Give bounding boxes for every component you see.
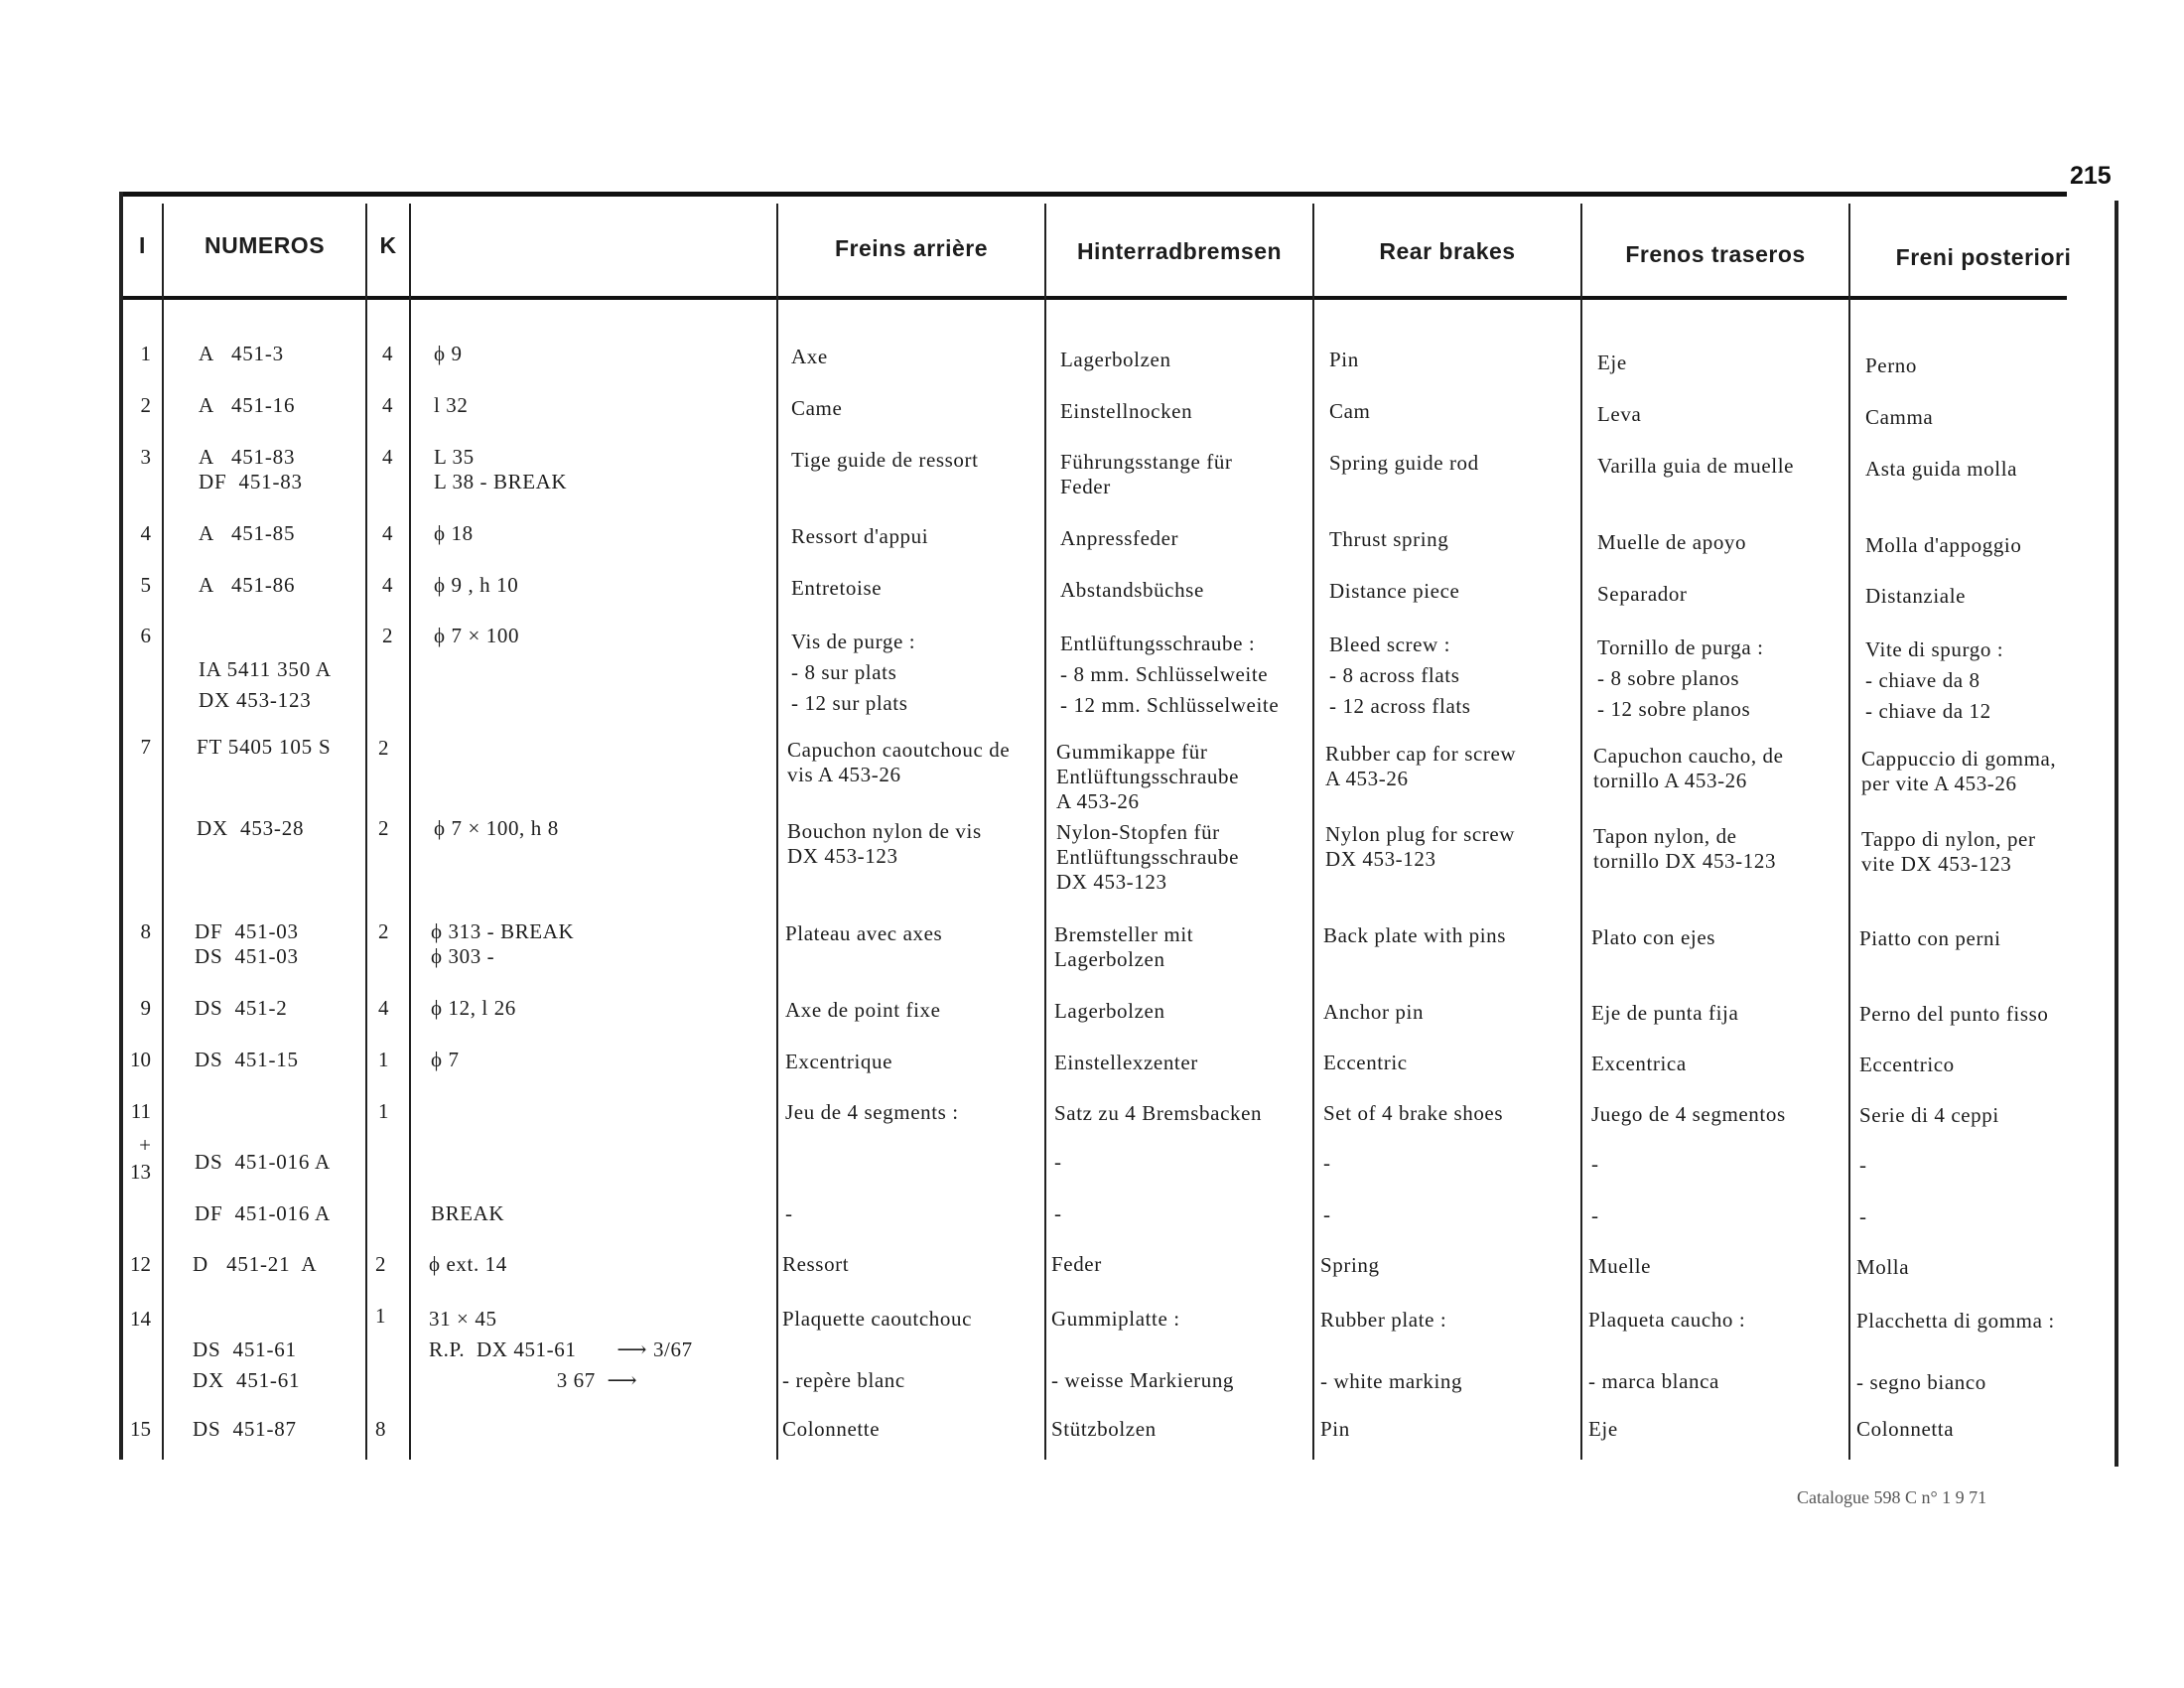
row-it: Cappuccio di gomma, per vite A 453-26 (1861, 747, 2057, 795)
row-k: 2 (378, 736, 389, 760)
row-fr: Came (791, 396, 843, 420)
row-es: - (1591, 1152, 1599, 1176)
header-frenos-traseros: Frenos traseros (1625, 241, 1806, 267)
row-en: Eccentric (1323, 1051, 1408, 1074)
row-index: 7 (140, 735, 151, 759)
row-spec: 31 × 45 R.P. DX 451-61 ⟶ 3/67 3 67 ⟶ (429, 1307, 693, 1392)
row-numeros: DF 451-03 DS 451-03 (195, 919, 299, 968)
row-spec: ϕ 7 × 100 (434, 624, 520, 647)
row-k: 4 (382, 573, 393, 597)
row-it: Piatto con perni (1859, 926, 2001, 950)
row-it: Asta guida molla (1865, 457, 2018, 481)
row-k: 4 (382, 342, 393, 365)
row-de: Einstellnocken (1060, 399, 1193, 423)
row-index: + 13 (130, 1133, 151, 1184)
row-k: 1 (375, 1304, 386, 1328)
row-it: Distanziale (1865, 584, 1967, 608)
row-spec: ϕ ext. 14 (429, 1252, 507, 1276)
table-top-rule (119, 192, 2067, 197)
row-it: Molla d'appoggio (1865, 533, 2022, 557)
row-de: Anpressfeder (1060, 526, 1179, 550)
row-it: Perno (1865, 353, 1917, 377)
row-es: Plaqueta caucho : - marca blanca (1588, 1308, 1746, 1393)
row-en: Distance piece (1329, 579, 1460, 603)
row-es: Varilla guia de muelle (1597, 454, 1795, 478)
row-spec: L 35 L 38 - BREAK (434, 445, 568, 493)
row-de: Bremsteller mit Lagerbolzen (1054, 922, 1194, 971)
page-number: 215 (2070, 162, 2112, 190)
column-divider (776, 204, 778, 1460)
row-en: Rubber cap for screw A 453-26 (1325, 742, 1517, 790)
row-en: Nylon plug for screw DX 453-123 (1325, 822, 1516, 871)
row-en: Bleed screw : - 8 across flats - 12 across flats (1329, 633, 1471, 718)
row-k: 2 (375, 1252, 386, 1276)
row-de: Einstellexzenter (1054, 1051, 1198, 1074)
row-k: 4 (382, 445, 393, 469)
row-fr: Entretoise (791, 576, 883, 600)
row-es: Separador (1597, 582, 1688, 606)
row-en: - (1323, 1202, 1331, 1226)
row-es: Eje (1588, 1417, 1618, 1441)
row-index: 10 (130, 1048, 151, 1071)
column-divider (162, 204, 164, 1460)
header-numeros: NUMEROS (204, 232, 326, 258)
row-en: Spring (1320, 1253, 1380, 1277)
row-numeros: DF 451-016 A (195, 1201, 331, 1225)
row-es: Eje de punta fija (1591, 1001, 1739, 1025)
row-de: Stützbolzen (1051, 1417, 1157, 1441)
row-fr: Colonnette (782, 1417, 881, 1441)
row-es: Capuchon caucho, de tornillo A 453-26 (1593, 744, 1784, 792)
row-k: 4 (382, 521, 393, 545)
row-it: Eccentrico (1859, 1053, 1955, 1076)
header-rear-brakes: Rear brakes (1379, 238, 1516, 264)
row-en: Spring guide rod (1329, 451, 1479, 475)
row-index: 15 (130, 1417, 151, 1441)
row-fr: Capuchon caoutchouc de vis A 453-26 (787, 738, 1011, 786)
row-spec: ϕ 313 - BREAK ϕ 303 - (431, 919, 575, 968)
row-spec: ϕ 7 (431, 1048, 460, 1071)
row-it: - (1859, 1204, 1867, 1228)
row-numeros: DS 451-15 (195, 1048, 299, 1071)
row-es: - (1591, 1203, 1599, 1227)
row-en: - (1323, 1151, 1331, 1175)
row-it: Perno del punto fisso (1859, 1002, 2049, 1026)
row-numeros: DS 451-016 A (195, 1150, 331, 1174)
row-k: 1 (378, 1099, 389, 1123)
row-spec: ϕ 7 × 100, h 8 (434, 816, 559, 840)
row-fr: Axe de point fixe (785, 998, 941, 1022)
row-k: 8 (375, 1417, 386, 1441)
row-it: Tappo di nylon, per vite DX 453-123 (1861, 827, 2036, 876)
column-divider (1848, 204, 1850, 1460)
row-de: Satz zu 4 Bremsbacken (1054, 1101, 1263, 1125)
row-en: Back plate with pins (1323, 923, 1507, 947)
row-fr: Ressort (782, 1252, 850, 1276)
row-fr: Bouchon nylon de vis DX 453-123 (787, 819, 982, 868)
row-de: Abstandsbüchse (1060, 578, 1204, 602)
row-k: 4 (378, 996, 389, 1020)
row-index: 9 (140, 996, 151, 1020)
row-fr: Tige guide de ressort (791, 448, 979, 472)
table-right-rule (2115, 201, 2118, 1467)
row-it: Colonnetta (1856, 1417, 1955, 1441)
row-de: Führungsstange für Feder (1060, 450, 1233, 498)
row-numeros: D 451-21 A (193, 1252, 318, 1276)
row-de: Gummiplatte : - weisse Markierung (1051, 1307, 1235, 1392)
header-freins-arriere: Freins arrière (834, 235, 989, 261)
header-index: I (139, 232, 146, 258)
row-en: Pin (1329, 348, 1359, 371)
row-index: 12 (130, 1252, 151, 1276)
row-en: Anchor pin (1323, 1000, 1425, 1024)
row-spec: ϕ 9 (434, 342, 463, 365)
row-k: 4 (382, 393, 393, 417)
row-index: 11 (130, 1099, 151, 1123)
table-header-rule (119, 296, 2067, 300)
row-es: Tapon nylon, de tornillo DX 453-123 (1593, 824, 1777, 873)
row-es: Excentrica (1591, 1052, 1687, 1075)
row-spec: ϕ 9 , h 10 (434, 573, 519, 597)
row-it: Placchetta di gomma : - segno bianco (1856, 1309, 2055, 1394)
row-numeros: DX 453-28 (197, 816, 305, 840)
row-index: 8 (140, 919, 151, 943)
row-spec: BREAK (431, 1201, 505, 1225)
row-k: 2 (378, 816, 389, 840)
row-k: 2 (382, 624, 393, 647)
row-en: Set of 4 brake shoes (1323, 1101, 1504, 1125)
row-de: Lagerbolzen (1060, 348, 1171, 371)
row-numeros: IA 5411 350 A DX 453-123 (199, 657, 332, 712)
header-freni-posteriori: Freni posteriori (1895, 244, 2072, 270)
row-numeros: A 451-85 (199, 521, 296, 545)
row-numeros: DS 451-61 DX 451-61 (193, 1337, 301, 1392)
row-es: Leva (1597, 402, 1642, 426)
row-de: - (1054, 1201, 1062, 1225)
row-spec: l 32 (434, 393, 469, 417)
row-en: Rubber plate : - white marking (1320, 1308, 1463, 1393)
row-index: 4 (140, 521, 151, 545)
row-de: Entlüftungsschraube : - 8 mm. Schlüsselweite - 12 mm. Schlüsselweite (1060, 632, 1280, 717)
row-fr: Excentrique (785, 1050, 893, 1073)
row-de: Nylon-Stopfen für Entlüftungsschraube DX 453-123 (1056, 820, 1240, 894)
row-k: 2 (378, 919, 389, 943)
row-k: 1 (378, 1048, 389, 1071)
row-it: Serie di 4 ceppi (1859, 1103, 1999, 1127)
row-numeros: DS 451-87 (193, 1417, 297, 1441)
row-en: Thrust spring (1329, 527, 1449, 551)
catalogue-reference: Catalogue 598 C n° 1 9 71 (1797, 1487, 1987, 1507)
row-index: 5 (140, 573, 151, 597)
row-en: Pin (1320, 1417, 1350, 1441)
row-es: Plato con ejes (1591, 925, 1716, 949)
row-it: Vite di spurgo : - chiave da 8 - chiave da 12 (1865, 637, 2004, 723)
row-de: - (1054, 1150, 1062, 1174)
row-de: Feder (1051, 1252, 1102, 1276)
row-it: - (1859, 1153, 1867, 1177)
column-divider (409, 204, 411, 1460)
row-fr: Plateau avec axes (785, 921, 943, 945)
row-es: Muelle (1588, 1254, 1652, 1278)
row-fr: Jeu de 4 segments : (785, 1100, 959, 1124)
row-es: Tornillo de purga : - 8 sobre planos - 12 sobre planos (1597, 635, 1764, 721)
row-it: Molla (1856, 1255, 1910, 1279)
row-it: Camma (1865, 405, 1934, 429)
row-es: Eje (1597, 351, 1627, 374)
column-divider (365, 204, 367, 1460)
row-spec: ϕ 12, l 26 (431, 996, 516, 1020)
row-spec: ϕ 18 (434, 521, 474, 545)
column-divider (1044, 204, 1046, 1460)
row-fr: - (785, 1201, 793, 1225)
row-es: Juego de 4 segmentos (1591, 1102, 1786, 1126)
column-divider (1312, 204, 1314, 1460)
row-index: 2 (140, 393, 151, 417)
row-numeros: FT 5405 105 S (197, 735, 332, 759)
row-numeros: A 451-3 (199, 342, 284, 365)
row-numeros: DS 451-2 (195, 996, 288, 1020)
row-fr: Ressort d'appui (791, 524, 929, 548)
row-fr: Vis de purge : - 8 sur plats - 12 sur plats (791, 630, 916, 715)
row-index: 1 (140, 342, 151, 365)
row-fr: Axe (791, 345, 828, 368)
row-de: Lagerbolzen (1054, 999, 1165, 1023)
column-divider (1580, 204, 1582, 1460)
row-fr: Plaquette caoutchouc - repère blanc (782, 1307, 973, 1392)
header-k: K (379, 232, 397, 258)
row-numeros: A 451-86 (199, 573, 296, 597)
row-index: 3 (140, 445, 151, 469)
row-index: 14 (130, 1307, 151, 1331)
row-numeros: A 451-83 DF 451-83 (199, 445, 303, 493)
row-de: Gummikappe für Entlüftungsschraube A 453-26 (1056, 740, 1240, 813)
header-hinterradbremsen: Hinterradbremsen (1076, 238, 1283, 264)
row-en: Cam (1329, 399, 1371, 423)
row-es: Muelle de apoyo (1597, 530, 1747, 554)
row-numeros: A 451-16 (199, 393, 296, 417)
row-index: 6 (140, 624, 151, 647)
